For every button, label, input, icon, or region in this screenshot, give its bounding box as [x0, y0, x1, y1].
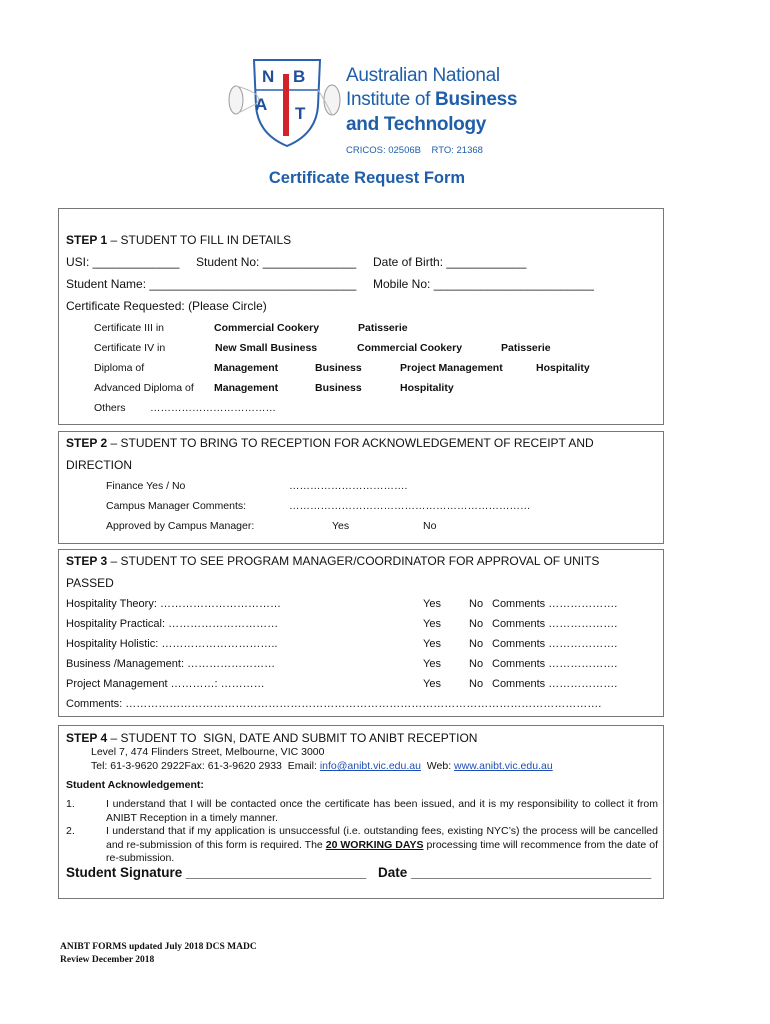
unit-row-label: Hospitality Theory: ……………………………	[66, 598, 281, 610]
contact-line	[91, 760, 553, 772]
unit-row-comments[interactable]: Comments ……………….	[492, 658, 618, 670]
unit-row-comments[interactable]: Comments ……………….	[492, 678, 618, 690]
diploma-business-option[interactable]: Business	[315, 362, 362, 374]
mobile-field[interactable]: Mobile No: ________________________	[373, 277, 594, 291]
unit-row-comments[interactable]: Comments ……………….	[492, 618, 618, 630]
diploma-management-option[interactable]: Management	[214, 362, 279, 374]
unit-row-label: Hospitality Holistic: …………………………..	[66, 638, 278, 650]
cert3-patisserie-option[interactable]: Patisserie	[358, 322, 408, 334]
diploma-label: Diploma of	[94, 362, 145, 374]
step1-box	[58, 208, 664, 425]
others-field[interactable]: ………………………………	[150, 402, 276, 414]
unit-row-yes[interactable]: Yes	[423, 638, 441, 650]
adv-diploma-hospitality-option[interactable]: Hospitality	[400, 382, 454, 394]
step3-heading	[66, 554, 599, 568]
step1-heading-bold: STEP 1	[66, 233, 108, 247]
adv-diploma-business-option[interactable]: Business	[315, 382, 362, 394]
approved-yes-option[interactable]: Yes	[332, 520, 350, 532]
cert4-commercial-cookery-option[interactable]: Commercial Cookery	[357, 342, 463, 354]
web-label: Web:	[420, 760, 455, 772]
footer-line2: Review December 2018	[60, 954, 155, 965]
ack-item-text: I understand that I will be contacted once the certificate has been issued, and it is my responsibility to collect it from ANIBT Reception in a timely manner.	[106, 798, 658, 824]
reception-address: Level 7, 474 Flinders Street, Melbourne, VIC 3000	[91, 746, 325, 758]
unit-row-no[interactable]: No	[469, 598, 484, 610]
form-title: Certificate Request Form	[268, 169, 466, 187]
ack-heading: Student Acknowledgement:	[66, 779, 204, 791]
step2-heading-bold: STEP 2	[66, 436, 108, 450]
ack-item2-bold: 20 WORKING DAYS	[325, 838, 424, 851]
student-no-field[interactable]: Student No: ______________	[196, 255, 357, 269]
usi-field[interactable]: USI: _____________	[66, 255, 180, 269]
step4-box	[58, 725, 664, 899]
date-field[interactable]: Date ________________________________	[378, 865, 652, 880]
unit-row-yes[interactable]: Yes	[423, 658, 441, 670]
unit-row-no[interactable]: No	[469, 638, 484, 650]
logo-letter-t: T	[295, 104, 306, 123]
org-name-line2-a: Institute of	[346, 89, 436, 110]
ack-item-number: 2.	[66, 825, 75, 837]
campus-manager-comments-label: Campus Manager Comments:	[106, 500, 247, 512]
finance-field[interactable]: …………………………….	[289, 480, 408, 492]
org-name-line2-b: Business	[435, 89, 518, 110]
org-name-line2	[346, 89, 517, 111]
unit-row-no[interactable]: No	[469, 678, 484, 690]
step1-heading	[66, 233, 291, 247]
adv-diploma-label: Advanced Diploma of	[94, 382, 194, 394]
ack-item2-a: I understand that if my application is unsuccessful (i.e. outstanding fees, existing NYC’s) the process will be cancelled and re-submission of this form is required. The	[106, 825, 658, 851]
footer	[60, 941, 257, 966]
finance-label: Finance Yes / No	[106, 480, 186, 492]
others-label: Others	[94, 402, 126, 414]
cert3-commercial-cookery-option[interactable]: Commercial Cookery	[214, 322, 320, 334]
step2-heading	[66, 436, 594, 450]
logo-letter-b: B	[293, 67, 306, 86]
anibt-logo-icon	[226, 54, 348, 149]
step3-box	[58, 549, 664, 717]
step3-heading-rest: – STUDENT TO SEE PROGRAM MANAGER/COORDINATOR FOR APPROVAL OF UNITS	[107, 554, 600, 568]
ack-item-text	[106, 825, 658, 866]
unit-row-comments[interactable]: Comments ……………….	[492, 598, 618, 610]
unit-row-no[interactable]: No	[469, 618, 484, 630]
step2-heading-rest: – STUDENT TO BRING TO RECEPTION FOR ACKNOWLEDGEMENT OF RECEIPT AND	[107, 436, 594, 450]
dob-field[interactable]: Date of Birth: ____________	[373, 255, 527, 269]
student-name-field[interactable]: Student Name: _______________________________	[66, 277, 357, 291]
step4-heading	[66, 731, 477, 745]
step3-heading-bold: STEP 3	[66, 554, 108, 568]
step3-heading-line2: PASSED	[66, 576, 114, 590]
cert4-new-small-business-option[interactable]: New Small Business	[215, 342, 318, 354]
unit-row-yes[interactable]: Yes	[423, 678, 441, 690]
step4-heading-bold: STEP 4	[66, 731, 108, 745]
unit-row-yes[interactable]: Yes	[423, 598, 441, 610]
org-name-line1: Australian National	[346, 65, 500, 86]
unit-row-label: Business /Management: ……………………	[66, 658, 276, 670]
campus-manager-comments-field[interactable]: ……………………………………………………………	[289, 500, 531, 512]
web-link[interactable]: www.anibt.vic.edu.au	[454, 760, 553, 772]
step1-heading-rest: – STUDENT TO FILL IN DETAILS	[107, 233, 292, 247]
ack-item-number: 1.	[66, 798, 75, 810]
unit-row-label: Hospitality Practical: …………………………	[66, 618, 279, 630]
cert4-patisserie-option[interactable]: Patisserie	[501, 342, 551, 354]
logo-letter-n: N	[262, 67, 275, 86]
student-signature-field[interactable]: Student Signature ________________________	[66, 865, 367, 880]
unit-row-label: Project Management …………: …………	[66, 678, 265, 690]
cricos-rto: CRICOS: 02506B RTO: 21368	[346, 145, 483, 156]
cert4-label: Certificate IV in	[94, 342, 166, 354]
step2-box	[58, 431, 664, 544]
diploma-project-management-option[interactable]: Project Management	[400, 362, 503, 374]
tel-fax: Tel: 61-3-9620 2922Fax: 61-3-9620 2933 Email:	[91, 760, 320, 772]
ack-item2-b: processing time will recommence from the date of re-submission.	[106, 838, 659, 864]
logo-letter-a: A	[255, 95, 268, 114]
approved-no-option[interactable]: No	[423, 520, 437, 532]
adv-diploma-management-option[interactable]: Management	[214, 382, 279, 394]
step4-heading-rest: – STUDENT TO SIGN, DATE AND SUBMIT TO ANIBT RECEPTION	[107, 731, 478, 745]
footer-line1: ANIBT FORMS updated July 2018 DCS MADC	[60, 942, 257, 952]
cert-requested-label: Certificate Requested: (Please Circle)	[66, 299, 267, 313]
step2-heading-line2: DIRECTION	[66, 458, 132, 472]
diploma-hospitality-option[interactable]: Hospitality	[536, 362, 590, 374]
org-name-line3: and Technology	[346, 114, 487, 135]
unit-row-comments[interactable]: Comments ……………….	[492, 638, 618, 650]
email-link[interactable]: info@anibt.vic.edu.au	[319, 760, 421, 772]
unit-row-no[interactable]: No	[469, 658, 484, 670]
unit-row-yes[interactable]: Yes	[423, 618, 441, 630]
step3-comments-field[interactable]: Comments: ………………………………………………………………………………………………………………….	[66, 698, 602, 710]
approved-label: Approved by Campus Manager:	[106, 520, 255, 532]
cert3-label: Certificate III in	[94, 322, 165, 334]
